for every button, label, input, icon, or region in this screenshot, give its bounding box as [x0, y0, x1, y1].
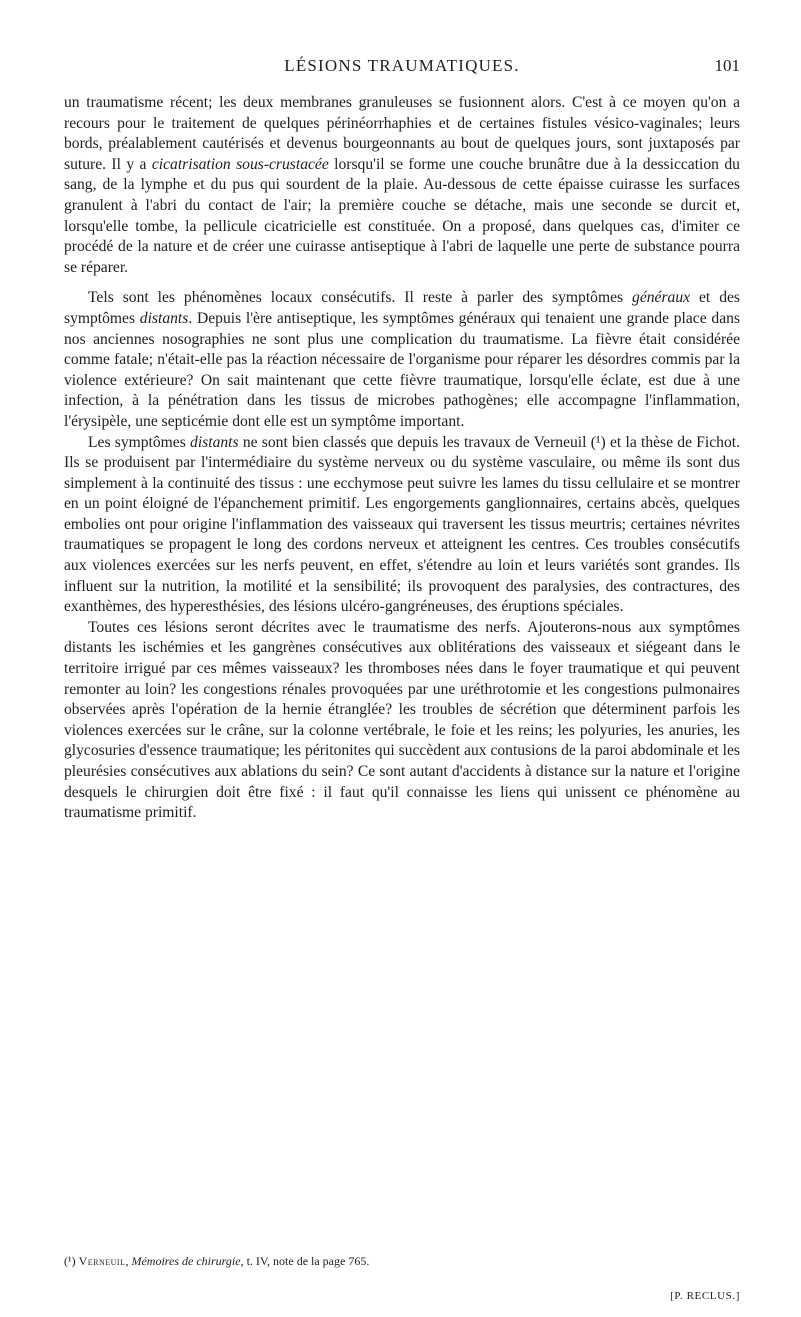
p1-emphasis: cicatrisation sous-crustacée — [151, 155, 329, 173]
page-number: 101 — [714, 56, 740, 75]
p2-text-c: . Depuis l'ère antiseptique, les symptômes généraux qui tenaient une grande place dans nos anciennes nosographies ne sont plus une complication du traumatisme. La fièvre était considérée comme fatale; n'était-elle pas la réaction nécessaire de l'organisme pour réparer les désordres commis par la violence extérieure? On sait maintenant que cette fièvre traumatique, lorsqu'elle éclate, est due à une infection, à la pénétration dans les tissus de microbes pathogènes; elle accompagne l'inflammation, l'érysipèle, une septicémie dont elle est un symptôme important. — [64, 309, 740, 430]
footnote — [64, 1253, 740, 1269]
footnote-author: Verneuil — [78, 1254, 126, 1268]
footnote-rest: , t. IV, note de la page 765. — [240, 1254, 370, 1268]
paragraph-4 — [64, 618, 740, 824]
p2-text-b: et des symptômes — [64, 289, 740, 327]
footnote-title: Mémoires de chirurgie — [131, 1254, 241, 1268]
p2-emphasis-distants: distants — [139, 309, 189, 327]
body-text — [64, 93, 740, 824]
p3-text-b: ne sont bien classés que depuis les travaux de Verneuil (¹) et la thèse de Fichot. Ils se produisent par l'intermédiaire du système nerveux ou du système vasculaire, ou même ils sont dus simplement à la continuité des tissus : une ecchymose peut suivre les lames du tissu cellulaire et se montrer en un point éloigné de l'épanchement primitif. Les engorgements ganglionnaires, certains abcès, quelques embolies ont pour origine l'inflammation des vaisseaux qui traversent les tissus meurtris; certaines névrites traumatiques se propagent le long des cordons nerveux et atteignent les centres. Ces troubles consécutifs aux violences exercées sur les nerfs peuvent, en effet, s'étendre au loin et leurs variétés sont grandes. Ils influent sur la nutrition, la motilité et la sensibilité; ils provoquent des paralysies, des contractures, des exanthèmes, des hyperesthésies, des lésions ulcéro-gangréneuses, des éruptions spéciales. — [64, 433, 740, 616]
footnote-sep: , — [125, 1254, 132, 1268]
p1-text-b: lorsqu'il se forme une couche brunâtre due à la dessiccation du sang, de la lymphe et du pus qui sourdent de la plaie. Au-dessous de cette épaisse cuirasse les surfaces granulent à l'abri du contact de l'air; la première couche se détache, mais une seconde se durcit et, lorsqu'elle tombe, la pellicule cicatricielle est constituée. On a proposé, dans quelques cas, d'imiter ce procédé de la nature et de créer une cuirasse antiseptique à l'abri de laquelle une perte de substance pourra se réparer. — [64, 155, 740, 276]
running-header — [64, 56, 740, 80]
paragraph-1 — [64, 93, 740, 278]
footnote-marker: (¹) — [64, 1254, 79, 1268]
p2-text-a: Tels sont les phénomènes locaux consécutifs. Il reste à parler des symptômes — [88, 289, 633, 307]
p2-emphasis-generaux: généraux — [632, 289, 691, 307]
p3-emphasis: distants — [190, 433, 239, 451]
signature: [P. RECLUS.] — [670, 1290, 740, 1302]
paragraph-2 — [64, 288, 740, 432]
p4-text: Toutes ces lésions seront décrites avec le traumatisme des nerfs. Ajouterons-nous aux symptômes distants les ischémies et les gangrènes consécutives aux oblitérations des vaisseaux et siégeant dans le territoire irrigué par ces mêmes vaisseaux? les thromboses nées dans le foyer traumatique et qui peuvent remonter au loin? les congestions rénales provoquées par une uréthrotomie et les congestions pulmonaires observées après l'opération de la hernie étranglée? les troubles de sécrétion que déterminent parfois les violences exercées sur le crâne, sur la colonne vertébrale, le foie et les reins; les polyuries, les anuries, les glycosuries d'essence traumatique; les péritonites qui succèdent aux contusions de la paroi abdominale et les pleurésies consécutives aux ablations du sein? Ce sont autant d'accidents à distance sur la nature et l'origine desquels le chirurgien doit être fixé : il faut qu'il connaisse les liens qui unissent ce phénomène au traumatisme primitif. — [64, 618, 740, 822]
paragraph-3 — [64, 433, 740, 618]
p1-text-a: un traumatisme récent; les deux membranes granuleuses se fusionnent alors. C'est à ce moyen qu'on a recours pour le traitement de quelques périnéorrhaphies et de certaines fistules vésico-vaginales; leurs bords, préalablement cautérisés et devenus bourgeonnants au bout de quelques jours, sont juxtaposés par suture. Il y a — [64, 94, 740, 173]
p3-text-a: Les symptômes — [88, 433, 191, 451]
running-title: LÉSIONS TRAUMATIQUES. — [284, 56, 520, 75]
